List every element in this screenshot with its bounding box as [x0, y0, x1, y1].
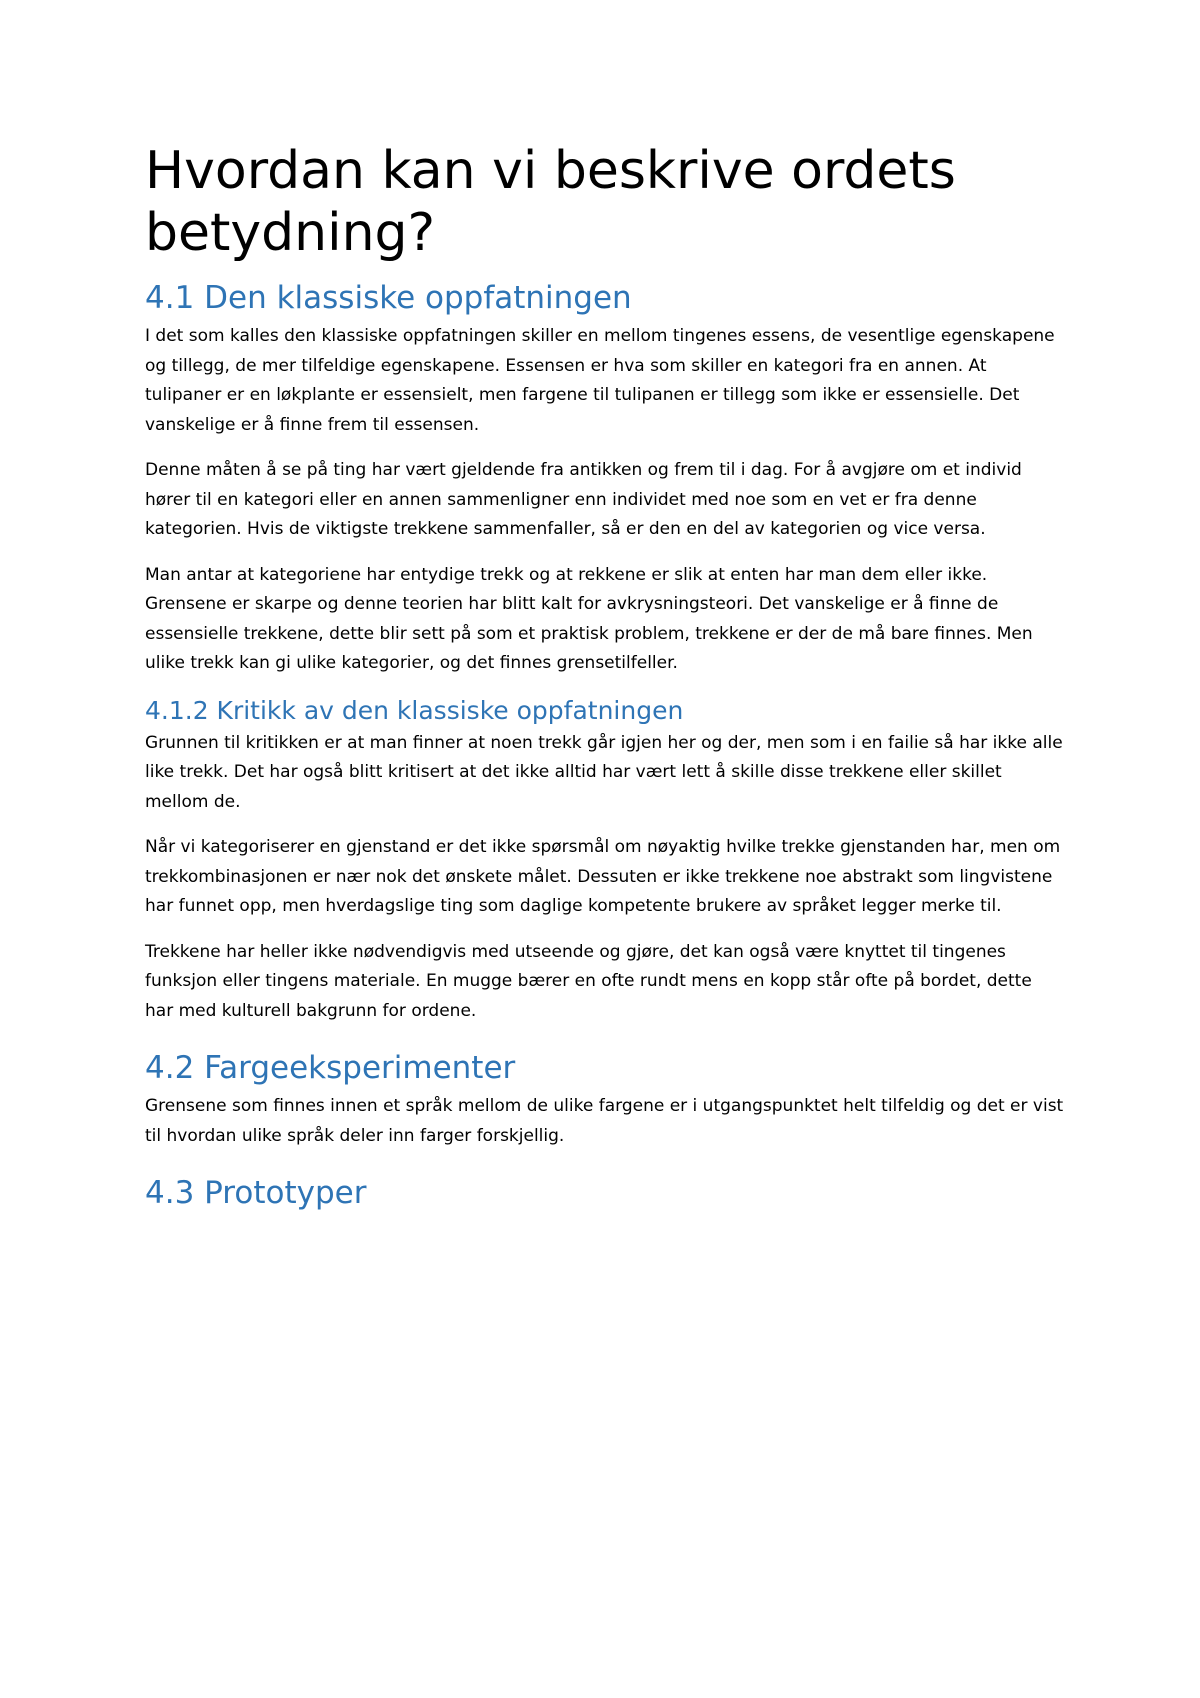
paragraph: Grensene som finnes innen et språk mellom de ulike fargene er i utgangspunktet helt tilfeldig og det er vist til hvordan ulike språk deler inn farger forskjellig.: [145, 1096, 1064, 1146]
paragraph: Denne måten å se på ting har vært gjeldende fra antikken og frem til i dag. For å avgjøre om et individ hører til en kategori eller en annen sammenligner enn individet med noe som en vet er fra denne kategorien. Hvis de viktigste trekkene sammenfaller, så er den en del av kategorien og vice versa.: [145, 460, 1022, 539]
paragraph: Man antar at kategoriene har entydige trekk og at rekkene er slik at enten har man dem eller ikke. Grensene er skarpe og denne teorien har blitt kalt for avkrysningsteori. Det vanskelige er å finne de essensielle trekkene, dette blir sett på som et praktisk problem, trekkene er der de må bare finnes. Men ulike trekk kan gi ulike kategorier, og det finnes grensetilfeller.: [145, 564, 1033, 673]
section-heading-4-1-2: 4.1.2 Kritikk av den klassiske oppfatningen: [145, 695, 684, 725]
section-heading-4-3: 4.3 Prototyper: [145, 1175, 367, 1211]
document-page: [145, 140, 1065, 1217]
paragraph: Når vi kategoriserer en gjenstand er det ikke spørsmål om nøyaktig hvilke trekke gjenstanden har, men om trekkombinasjonen er nær nok det ønskete målet. Dessuten er ikke trekkene noe abstrakt som lingvistene har funnet opp, men hverdagslige ting som daglige kompetente brukere av språket legger merke til.: [145, 837, 1061, 916]
paragraph: Trekkene har heller ikke nødvendigvis med utseende og gjøre, det kan også være knyttet til tingenes funksjon eller tingens materiale. En mugge bærer en ofte rundt mens en kopp står ofte på bordet, dette har med kulturell bakgrunn for ordene.: [145, 941, 1032, 1021]
document-title: Hvordan kan vi beskrive ordets betydning?: [145, 141, 956, 263]
section-heading-4-2: 4.2 Fargeeksperimenter: [145, 1050, 516, 1086]
paragraph: I det som kalles den klassiske oppfatningen skiller en mellom tingenes essens, de vesentlige egenskapene og tillegg, de mer tilfeldige egenskapene. Essensen er hva som skiller en kategori fra en annen. At tulipaner er en løkplante er essensielt, men fargene til tulipanen er tillegg som ikke er essensielle. Det vanskelige er å finne frem til essensen.: [145, 326, 1055, 435]
paragraph: Grunnen til kritikken er at man finner at noen trekk går igjen her og der, men som i en failie så har ikke alle like trekk. Det har også blitt kritisert at det ikke alltid har vært lett å skille disse trekkene eller skillet mellom de.: [145, 732, 1063, 812]
section-heading-4-1: 4.1 Den klassiske oppfatningen: [145, 280, 632, 316]
